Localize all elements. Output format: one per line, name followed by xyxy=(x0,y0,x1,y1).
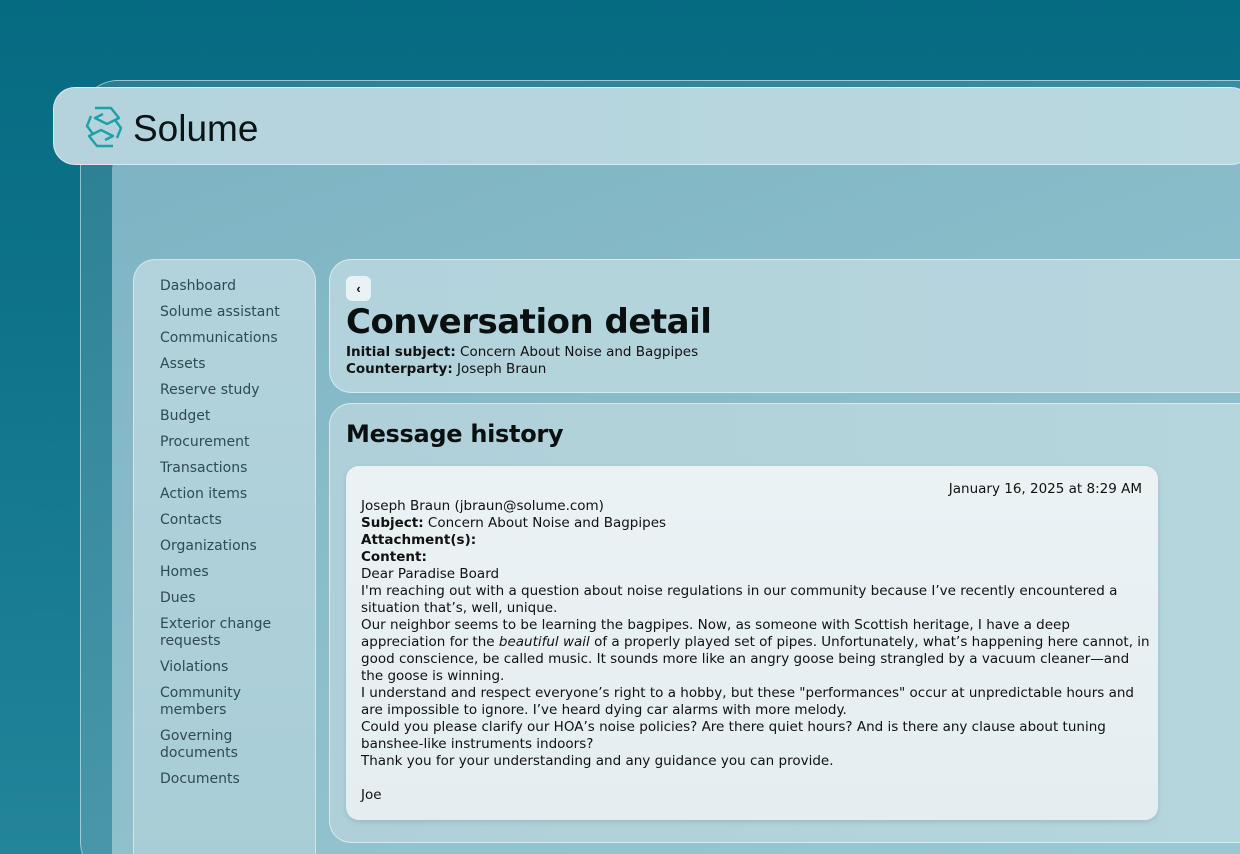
message-attachments-label: Attachment(s): xyxy=(361,532,477,548)
sidebar-item-solume-assistant[interactable]: Solume assistant xyxy=(160,304,280,320)
message-text: of a properly played set of pipes. Unfortunately, what’s happening here cannot, in good conscience, be called music. It sounds more like an angry goose being strangled by a vacuum cleaner—and the goose is winning. xyxy=(361,634,1154,684)
sidebar-item-contacts[interactable]: Contacts xyxy=(160,512,222,528)
message-subject-label: Subject: xyxy=(361,515,424,531)
message-paragraph xyxy=(361,617,1154,685)
message-content-label: Content: xyxy=(361,549,427,565)
conversation-meta xyxy=(346,344,698,378)
chevron-left-icon: ‹ xyxy=(356,281,361,296)
message-text: Our neighbor seems to be learning the bagpipes. Now, as someone with Scottish heritage, I have a deep appreciation for the xyxy=(361,617,1075,650)
message-paragraph: I'm reaching out with a question about noise regulations in our community because I’ve recently encountered a situation that’s, well, unique. xyxy=(361,583,1122,616)
message-date: January 16, 2025 at 8:29 AM xyxy=(948,481,1142,497)
initial-subject-row xyxy=(346,344,698,361)
spacer xyxy=(361,770,1151,787)
message-history-panel xyxy=(329,403,1240,843)
sidebar xyxy=(133,259,316,854)
logo-text: Solume xyxy=(133,108,259,149)
counterparty-value: Joseph Braun xyxy=(452,361,547,377)
sidebar-item-documents[interactable]: Documents xyxy=(160,771,240,787)
message-paragraph: Could you please clarify our HOA’s noise policies? Are there quiet hours? And is there any clause about tuning banshee-like instruments indoors? xyxy=(361,719,1111,752)
initial-subject-value: Concern About Noise and Bagpipes xyxy=(455,344,699,360)
section-title: Message history xyxy=(346,420,564,448)
message-subject-row xyxy=(361,515,1151,532)
sidebar-nav xyxy=(160,278,310,797)
sidebar-item-community-members[interactable]: Community members xyxy=(160,685,242,718)
sidebar-item-organizations[interactable]: Organizations xyxy=(160,538,257,554)
message-signoff: Joe xyxy=(361,787,382,803)
sidebar-item-transactions[interactable]: Transactions xyxy=(160,460,248,476)
message-content-row xyxy=(361,549,1151,566)
page-title: Conversation detail xyxy=(346,302,712,342)
sidebar-item-exterior-change-requests[interactable]: Exterior change requests xyxy=(160,616,272,649)
message-sender: Joseph Braun (jbraun@solume.com) xyxy=(361,498,604,514)
solume-logo-icon xyxy=(81,104,127,154)
sidebar-item-budget[interactable]: Budget xyxy=(160,408,211,424)
sidebar-item-homes[interactable]: Homes xyxy=(160,564,209,580)
sidebar-item-action-items[interactable]: Action items xyxy=(160,486,248,502)
top-header xyxy=(53,87,1240,165)
logo[interactable] xyxy=(81,104,258,154)
sidebar-item-violations[interactable]: Violations xyxy=(160,659,229,675)
message-paragraph: I understand and respect everyone’s right to a hobby, but these "performances" occur at unpredictable hours and are impossible to ignore. I’ve heard dying car alarms with more melody. xyxy=(361,685,1139,718)
message-card xyxy=(346,466,1158,820)
sidebar-item-governing-documents[interactable]: Governing documents xyxy=(160,728,238,761)
counterparty-row xyxy=(346,361,698,378)
message-italic-text: beautiful wail xyxy=(498,634,590,650)
initial-subject-label: Initial subject: xyxy=(346,344,456,360)
message-attachments-row xyxy=(361,532,1151,549)
sidebar-item-communications[interactable]: Communications xyxy=(160,330,278,346)
counterparty-label: Counterparty: xyxy=(346,361,453,377)
message-paragraph: Thank you for your understanding and any guidance you can provide. xyxy=(361,753,834,769)
message-subject-value: Concern About Noise and Bagpipes xyxy=(423,515,667,531)
back-button[interactable] xyxy=(346,276,371,301)
sidebar-item-assets[interactable]: Assets xyxy=(160,356,206,372)
conversation-header-panel xyxy=(329,259,1240,393)
sidebar-item-procurement[interactable]: Procurement xyxy=(160,434,250,450)
sidebar-item-dues[interactable]: Dues xyxy=(160,590,196,606)
sidebar-item-dashboard[interactable]: Dashboard xyxy=(160,278,236,294)
message-body xyxy=(361,498,1154,804)
sidebar-item-reserve-study[interactable]: Reserve study xyxy=(160,382,260,398)
message-greeting: Dear Paradise Board xyxy=(361,566,500,582)
